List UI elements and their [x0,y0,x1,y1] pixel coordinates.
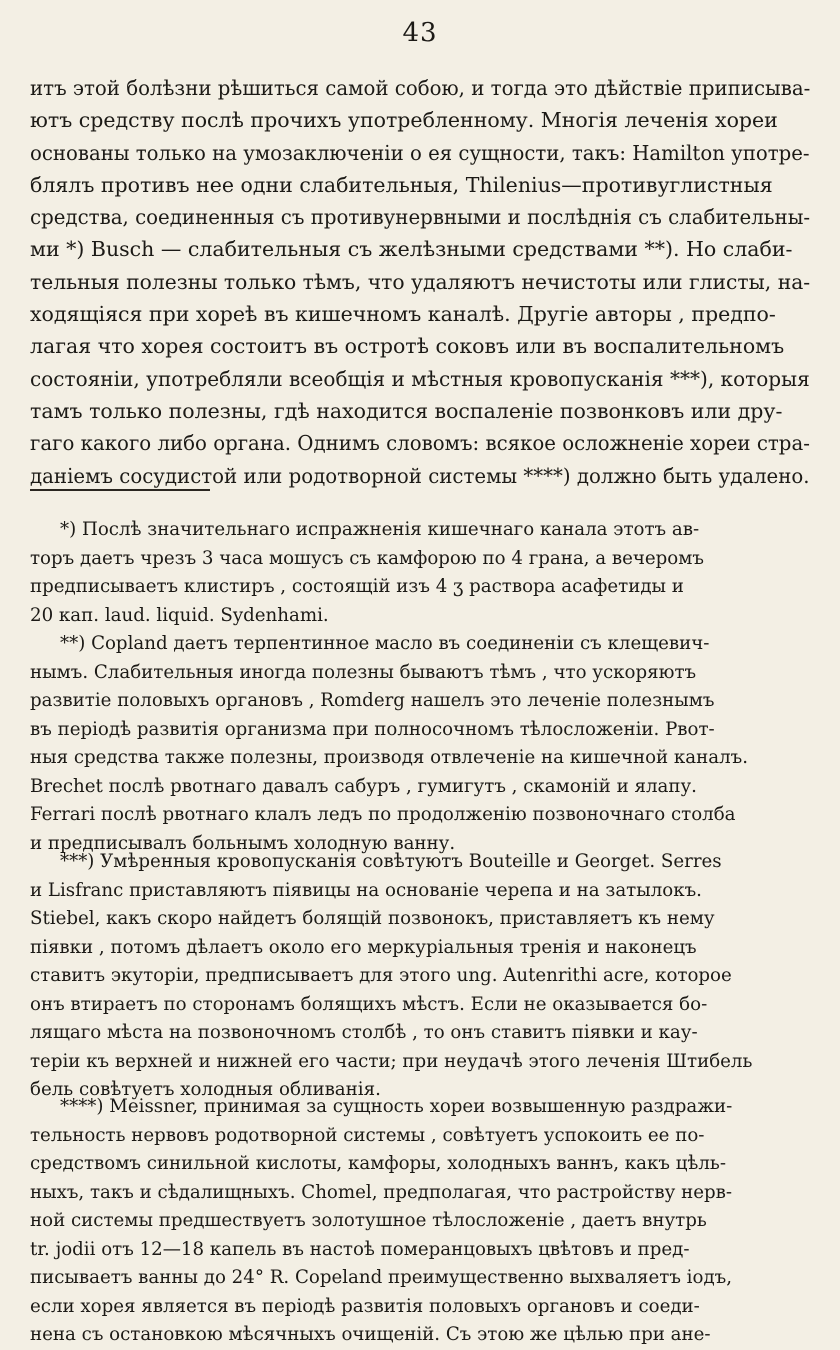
footnote-4 [30,1093,810,1350]
text-line: тельныя полезны только тѣмъ, что удаляютъ нечистоты или глисты, на- [30,269,811,294]
footnote-line: tr. jodii отъ 12—18 капель въ настоѣ померанцовыхъ цвѣтовъ и пред- [30,1238,690,1260]
text-line: блялъ противъ нее одни слабительныя, Thilenius—противуглистныя [30,172,773,197]
footnote-3 [30,848,810,1105]
page-number: 43 [402,18,438,48]
text-line: ходящіяся при хореѣ въ кишечномъ каналѣ. Другіе авторы , предпо- [30,302,776,327]
footnote-line: бель совѣтуетъ холодныя обливанія. [30,1079,381,1100]
footnote-line: 20 кап. laud. liquid. Sydenhami. [30,604,329,626]
footnote-line: средствомъ синильной кислоты, камфоры, холодныхъ ваннъ, какъ цѣль- [30,1153,726,1174]
footnote-line: развитіе половыхъ органовъ , Romderg нашелъ это леченіе полезнымъ [30,690,715,711]
footnote-line: и Lisfranc приставляютъ піявицы на основаніе черепа и на затылокъ. [30,879,702,901]
footnote-line: тельность нервовъ родотворной системы , совѣтуетъ успокоить ее по- [30,1124,705,1146]
text-line: даніемъ сосудистой или родотворной системы ****) должно быть удалено. [30,463,810,488]
footnote-line: ныя средства также полезны, производя отвлеченіе на кишечной каналъ. [30,747,748,768]
footnote-line: *) Послѣ значительнаго испражненія кишечнаго канала этотъ ав- [60,519,700,540]
footnote-line: писываетъ ванны до 24° R. Copeland преимущественно выхваляетъ іодъ, [30,1267,732,1288]
text-line: состояніи, употребляли всеобщія и мѣстныя кровопусканія ***), которыя [30,366,810,391]
footnote-line: предписываетъ клистиръ , состоящій изъ 4 ʒ раствора асафетиды и [30,576,684,597]
footnote-line: ныхъ, такъ и сѣдалищныхъ. Chomel, предполагая, что растройству нерв- [30,1181,733,1203]
footnote-line: лящаго мѣста на позвоночномъ столбѣ , то онъ ставитъ піявки и кау- [30,1022,698,1043]
text-line: средства, соединенныя съ противунервными и послѣднія съ слабительны- [30,205,811,230]
text-line: лагая что хорея состоитъ въ остротѣ соковъ или въ воспалительномъ [30,334,785,359]
footnote-line: онъ втираетъ по сторонамъ болящихъ мѣстъ. Если не оказывается бо- [30,993,708,1015]
footnote-line: Ferrari послѣ рвотнаго клалъ ледъ по продолженію позвоночнаго столба [30,804,736,825]
footnote-line: торъ даетъ чрезъ 3 чаca мошусъ съ камфорою по 4 грана, а вечеромъ [30,547,704,569]
text-line: ютъ средству послѣ прочихъ употребленному. Многія леченія хореи [30,108,778,133]
footnote-line: нена съ остановкою мѣсячныхъ очищеній. Съ этою же цѣлью при ане- [30,1324,711,1345]
text-line: итъ этой болѣзни рѣшиться самой собою, и тогда это дѣйствіе приписыва- [30,76,811,100]
footnote-line: теріи къ верхней и нижней его части; при неудачѣ этого леченія Штибель [30,1050,753,1072]
footnote-1 [30,516,810,630]
footnote-line: нымъ. Слабительныя иногда полезны бываютъ тѣмъ , что ускоряютъ [30,661,697,683]
footnote-line: ставитъ экуторіи, предписываетъ для этого ung. Autenrithi acre, которое [30,965,732,986]
footnote-line: Stiebel, какъ скоро найдетъ болящій позвонокъ, приставляетъ къ нему [30,908,715,929]
footnote-line: если хорея является въ періодѣ развитія половыхъ органовъ и соеди- [30,1295,700,1317]
footnote-line: и предписывалъ больнымъ холодную ванну. [30,832,456,854]
footnote-line: піявки , потомъ дѣлаетъ около его меркуріальныя тренія и наконецъ [30,936,697,958]
footnote-2 [30,630,810,858]
footnote-line: ной системы предшествуетъ золотушное тѣлосложеніе , даетъ внутрь [30,1210,707,1231]
text-line: тамъ только полезны, гдѣ находится воспаленіе позвонковъ или дру- [30,398,783,423]
footnote-separator [30,489,210,491]
footnote-line: въ періодѣ развитія организма при полносочномъ тѣлосложеніи. Рвот- [30,718,715,740]
text-line: ми *) Busch — слабительныя съ желѣзными средствами **). Но слаби- [30,237,793,262]
footnote-line: ****) Meissner, принимая за сущность хореи возвышенную раздражи- [60,1096,733,1117]
footnote-line: ***) Умѣренныя кровопусканія совѣтуютъ Bouteille и Georget. Serres [60,851,722,872]
main-text [30,72,810,492]
footnote-line: Brechet послѣ рвотнаго давалъ сабуръ , гумигутъ , скамоній и ялапу. [30,775,697,797]
text-line: основаны только на умозаключеніи о ея сущности, такъ: Hamilton употре- [30,140,810,165]
footnote-line: **) Copland даетъ терпентинное масло въ соединеніи съ клещевич- [60,633,710,654]
text-line: гаго какого либо органа. Однимъ словомъ: всякое осложненіе хореи стра- [30,431,810,456]
